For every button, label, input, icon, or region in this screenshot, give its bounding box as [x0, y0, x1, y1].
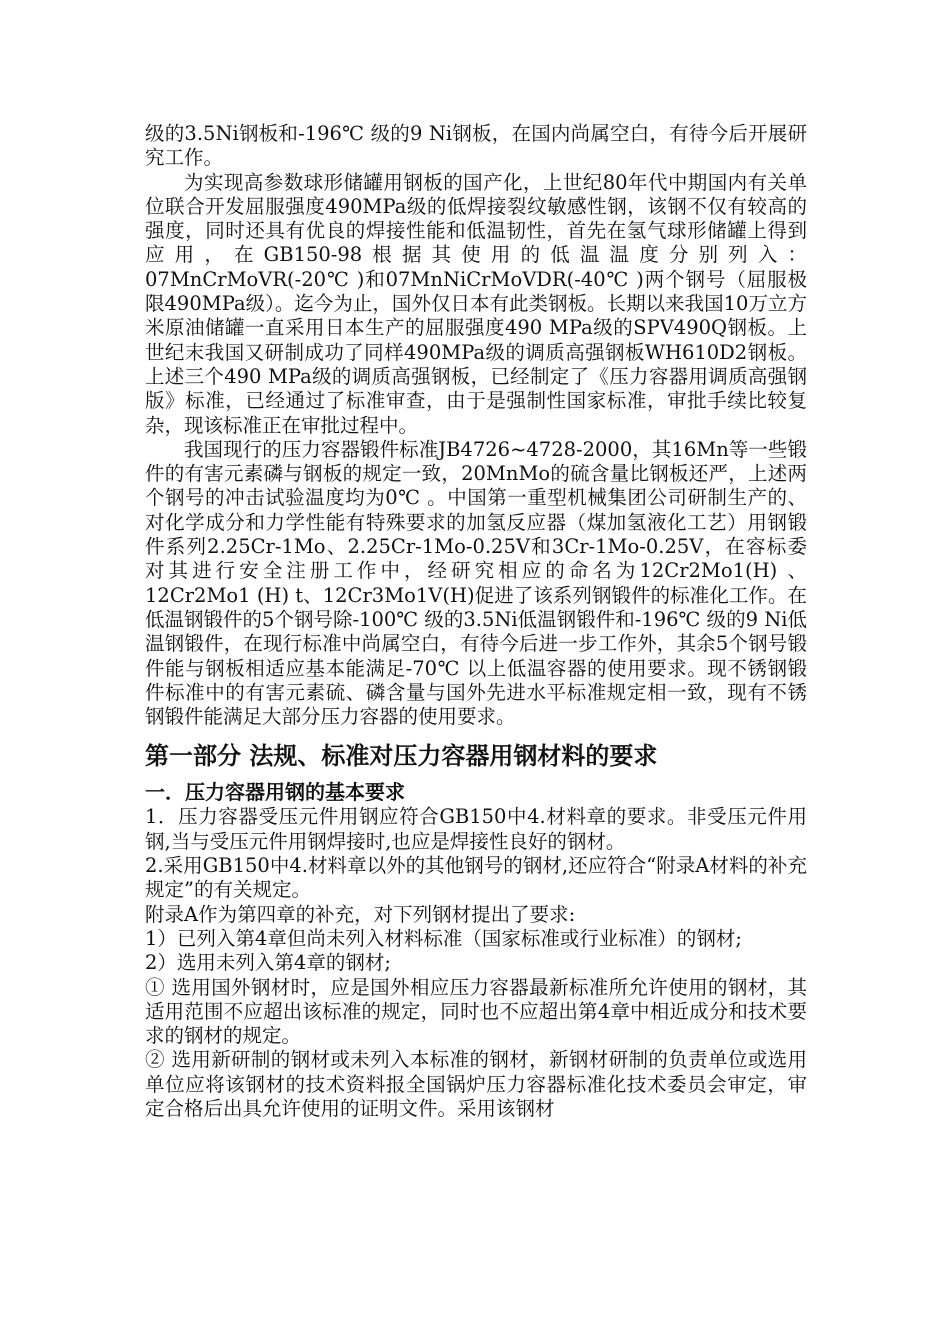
appendix-a-subitem-foreign-steel: ① 选用国外钢材时，应是国外相应压力容器最新标准所允许使用的钢材，其适用范围不应超出该标准的规定，同时也不应超出第4章中相近成分和技术要求的钢材的规定。	[145, 975, 807, 1048]
paragraph-continuation: 级的3.5Ni钢板和-196℃ 级的9 Ni钢板，在国内尚属空白，有待今后开展研究工作。	[145, 122, 807, 170]
document-page	[145, 122, 807, 1121]
requirement-item-2: 2.采用GB150中4.材料章以外的其他钢号的钢材,还应符合“附录A材料的补充规定”的有关规定。	[145, 854, 807, 902]
section-title: 一．压力容器用钢的基本要求	[145, 780, 405, 805]
appendix-a-intro: 附录A作为第四章的补充，对下列钢材提出了要求:	[145, 902, 576, 926]
paragraph-forgings-standard: 我国现行的压力容器锻件标准JB4726~4728-2000，其16Mn等一些锻件的有害元素磷与钢板的规定一致，20MnMo的硫含量比钢板还严，上述两个钢号的冲击试验温度均为0℃ 。中国第一重型机械集团公司研制生产的、对化学成分和力学性能有特殊要求的加氢反应器（煤加氢液化工艺）用钢锻件系列2.25Cr-1Mo、2.25Cr-1Mo-0.25V和3Cr-1Mo-0.25V，在容标委对其进行安全注册工作中，经研究相应的命名为12Cr2Mo1(H) 、12Cr2Mo1 (H) t、12Cr3Mo1V(H)促进了该系列钢锻件的标准化工作。在低温钢锻件的5个钢号除-100℃ 级的3.5Ni低温钢锻件和-196℃ 级的9 Ni低温钢锻件，在现行标准中尚属空白，有待今后进一步工作外，其余5个钢号锻件能与钢板相适应基本能满足-70℃ 以上低温容器的使用要求。现不锈钢锻件标准中的有害元素硫、磷含量与国外先进水平标准规定相一致，现有不锈钢锻件能满足大部分压力容器的使用要求。	[145, 437, 807, 729]
part-title: 第一部分 法规、标准对压力容器用钢材料的要求	[145, 742, 658, 771]
appendix-a-item-2: 2）选用未列入第4章的钢材;	[145, 951, 391, 975]
appendix-a-item-1: 1）已列入第4章但尚未列入材料标准（国家标准或行业标准）的钢材;	[145, 926, 742, 950]
requirement-item-1: 1．压力容器受压元件用钢应符合GB150中4.材料章的要求。非受压元件用钢,当与受压元件用钢焊接时,也应是焊接性良好的钢材。	[145, 805, 807, 853]
paragraph-high-strength-plates: 为实现高参数球形储罐用钢板的国产化，上世纪80年代中期国内有关单位联合开发屈服强度490MPa级的低焊接裂纹敏感性钢，该钢不仅有较高的强度，同时还具有优良的焊接性能和低温韧性，首先在氢气球形储罐上得到应用，在GB150-98根据其使用的低温温度分别列入： 07MnCrMoVR(-20℃ )和07MnNiCrMoVDR(-40℃ )两个钢号（屈服极限490MPa级）。迄今为止，国外仅日本有此类钢板。长期以来我国10万立方米原油储罐一直采用日本生产的屈服强度490 MPa级的SPV490Q钢板。上世纪末我国又研制成功了同样490MPa级的调质高强钢板WH610D2钢板。上述三个490 MPa级的调质高强钢板，已经制定了《压力容器用调质高强钢版》标准，已经通过了标准审查，由于是强制性国家标准，审批手续比较复杂，现该标准正在审批过程中。	[145, 170, 807, 437]
appendix-a-subitem-new-steel: ② 选用新研制的钢材或未列入本标准的钢材，新钢材研制的负责单位或选用单位应将该钢材的技术资料报全国锅炉压力容器标准化技术委员会审定，审定合格后出具允许使用的证明文件。采用该钢材	[145, 1048, 807, 1120]
